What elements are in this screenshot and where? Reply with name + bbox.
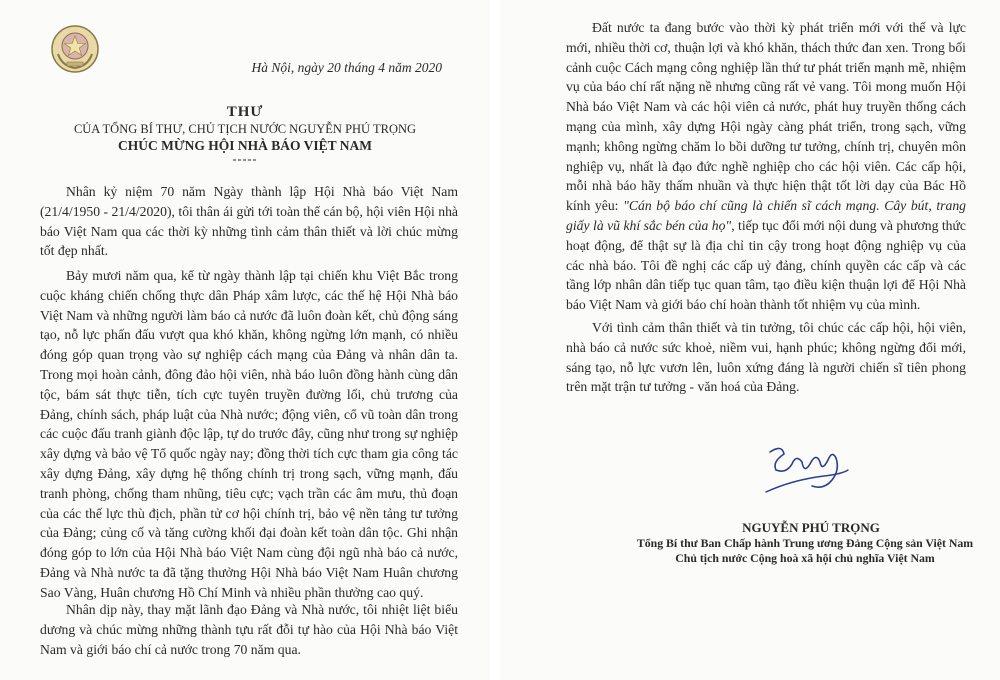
ho-chi-minh-quote: "Cán bộ báo chí cũng là chiến sĩ cách mạng. Cây bút, trang giấy là vũ khí sắc bén của họ"	[566, 198, 967, 233]
title-separator: -----	[232, 152, 258, 166]
paragraph-1: Nhân kỷ niệm 70 năm Ngày thành lập Hội Nhà báo Việt Nam (21/4/1950 - 21/4/2020), tôi thân ái gửi tới toàn thể cán bộ, hội viên Hội nhà báo Việt Nam qua các thời kỳ những tình cảm thân thiết và lời chúc mừng tốt đẹp nhất.	[40, 184, 458, 259]
signer-name: NGUYỄN PHÚ TRỌNG	[742, 520, 880, 535]
paragraph-4	[566, 18, 966, 315]
dateline: Hà Nội, ngày 20 tháng 4 năm 2020	[251, 60, 442, 75]
letter-subtitle: CỦA TỔNG BÍ THƯ, CHỦ TỊCH NƯỚC NGUYỄN PHÚ TRỌNG	[73, 122, 417, 136]
paragraph-4-continuation: , tiếp tục đổi mới nội dung và phương thức hoạt động, để thật sự là địa chỉ tin cậy trong hoạt động nghiệp vụ của các nhà báo. Tôi đề nghị các cấp uỷ đảng, chính quyền các cấp và các tầng lớp nhân dân tiếp tục quan tâm, tạo điều kiện thuận lợi để Hội Nhà báo Việt Nam và giới báo chí hoàn thành tốt nhiệm vụ của mình.	[566, 217, 966, 313]
paragraph-5: Với tình cảm thân thiết và tin tưởng, tôi chúc các cấp hội, hội viên, nhà báo cả nước sức khoẻ, niềm vui, hạnh phúc; không ngừng đổi mới, sáng tạo, nỗ lực vươn lên, luôn xứng đáng là người chiến sĩ tiên phong trên mặt trận tư tưởng - văn hoá của Đảng.	[566, 320, 966, 395]
letter-page-left	[0, 0, 490, 680]
handwritten-signature	[762, 440, 852, 500]
national-emblem-icon	[50, 24, 100, 74]
paragraph-2: Bảy mươi năm qua, kể từ ngày thành lập tại chiến khu Việt Bắc trong cuộc kháng chiến chống thực dân Pháp xâm lược, các thế hệ Hội Nhà báo Việt Nam và những người làm báo cả nước đã luôn đoàn kết, chủ động sáng tạo, nỗ lực phấn đấu vượt qua khó khăn, không ngừng lớn mạnh, có nhiều đóng góp quan trọng vào sự nghiệp cách mạng của Đảng và nhân dân ta. Trong mọi hoàn cảnh, đông đảo hội viên, nhà báo luôn đồng hành cùng dân tộc, bám sát thực tiễn, tích cực tuyên truyền đường lối, chủ trương của Đảng, chính sách, pháp luật của Nhà nước; động viên, cổ vũ toàn dân trong các cuộc đấu tranh giành độc lập, tự do trước đây, cũng như trong sự nghiệp xây dựng và bảo vệ Tổ quốc ngày nay; đồng thời tích cực tham gia công tác xây dựng Đảng, xây dựng hệ thống chính trị trong sạch, vững mạnh, đấu tranh phòng, chống tham nhũng, tiêu cực; vạch trần các âm mưu, thủ đoạn của các thế lực thù địch, phần tử cơ hội chính trị, bảo vệ nền tảng tư tưởng của Đảng; củng cố và tăng cường khối đại đoàn kết toàn dân tộc. Ghi nhận đóng góp to lớn của Hội Nhà báo Việt Nam cùng đội ngũ nhà báo cả nước, Đảng và Nhà nước ta đã tặng thưởng Hội Nhà báo Việt Nam Huân chương Sao Vàng, Huân chương Hồ Chí Minh và nhiều phần thưởng cao quý.	[40, 268, 458, 600]
signer-title-state: Chủ tịch nước Cộng hoà xã hội chủ nghĩa Việt Nam	[675, 551, 935, 565]
letter-heading: CHÚC MỪNG HỘI NHÀ BÁO VIỆT NAM	[117, 138, 372, 153]
page-gutter	[490, 0, 500, 680]
letter-title: THƯ	[226, 104, 264, 120]
paragraph-3: Nhân dịp này, thay mặt lãnh đạo Đảng và Nhà nước, tôi nhiệt liệt biểu dương và chúc mừng những thành tựu rất đỗi tự hào của Hội Nhà báo Việt Nam và giới báo chí cả nước trong 70 năm qua.	[40, 602, 458, 657]
signer-title-party: Tổng Bí thư Ban Chấp hành Trung ương Đảng Cộng sản Việt Nam	[636, 536, 974, 550]
letter-page-right	[500, 0, 1000, 680]
paragraph-4-text: Đất nước ta đang bước vào thời kỳ phát triển mới với thế và lực mới, nhiều thời cơ, thuận lợi và khó khăn, thách thức đan xen. Trong bối cảnh cuộc Cách mạng công nghiệp lần thứ tư phát triển mạnh mẽ, nhiệm vụ của báo chí rất nặng nề nhưng cũng rất vẻ vang. Tôi mong muốn Hội Nhà báo Việt Nam và các hội viên cả nước, phát huy truyền thống cách mạng của mình, xây dựng Hội ngày càng phát triển, trong sạch, vững mạnh; không ngừng chăm lo bồi dưỡng tư tưởng, chính trị, chuyên môn nghiệp vụ, nhất là đạo đức nghề nghiệp cho các hội viên. Các cấp hội, mỗi nhà báo hãy thấm nhuần và thực hiện thật tốt lời dạy của Bác Hồ kính yêu:	[566, 20, 966, 214]
